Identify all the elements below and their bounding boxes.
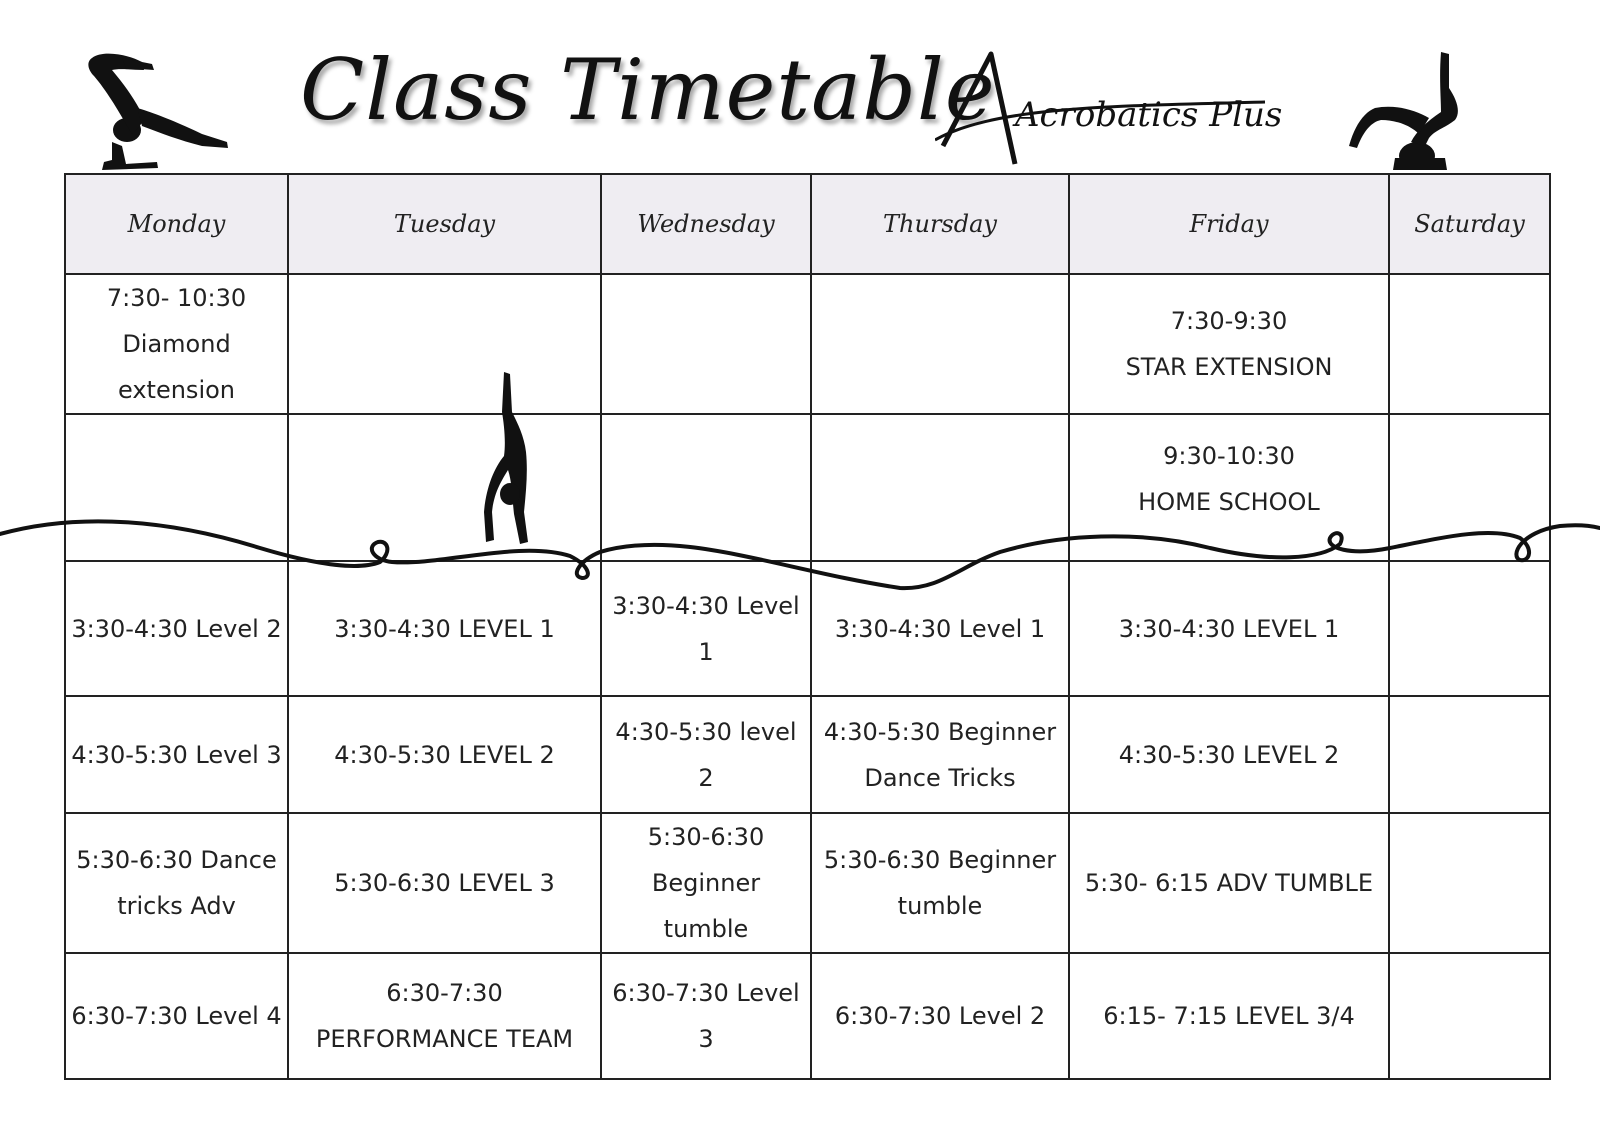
class-text: 9:30-10:30 HOME SCHOOL <box>1138 442 1320 516</box>
class-cell <box>288 696 601 813</box>
class-text: 5:30-6:30 LEVEL 3 <box>334 869 555 897</box>
day-header-tuesday: Tuesday <box>288 174 601 274</box>
class-timetable <box>64 173 1551 1080</box>
brand-name: Acrobatics Plus <box>1015 95 1283 135</box>
class-cell <box>811 696 1069 813</box>
day-header-saturday: Saturday <box>1389 174 1550 274</box>
class-cell <box>1069 813 1389 953</box>
class-text: 4:30-5:30 Level 3 <box>71 740 282 769</box>
class-text: 3:30-4:30 Level 1 <box>612 591 800 666</box>
class-cell <box>601 274 811 414</box>
day-header-row <box>65 174 1550 274</box>
timetable-row <box>65 696 1550 813</box>
class-text: 5:30-6:30 Beginner tumble <box>823 846 1057 920</box>
class-text: 7:30- 10:30 Diamond extension <box>106 284 247 404</box>
class-text: 6:30-7:30 Level 2 <box>834 1002 1046 1030</box>
timetable-row <box>65 414 1550 561</box>
class-text: 3:30-4:30 Level 2 <box>71 614 282 643</box>
timetable-row <box>65 953 1550 1079</box>
class-cell <box>288 953 601 1079</box>
page-title: Class Timetable <box>300 41 996 139</box>
class-text: 3:30-4:30 LEVEL 1 <box>334 614 555 643</box>
class-cell <box>601 953 811 1079</box>
class-text: 6:30-7:30 Level 3 <box>612 979 800 1053</box>
class-text: 7:30-9:30 STAR EXTENSION <box>1125 307 1333 381</box>
class-cell <box>601 813 811 953</box>
class-text: 3:30-4:30 Level 1 <box>834 614 1046 643</box>
class-cell <box>1069 274 1389 414</box>
class-cell <box>288 813 601 953</box>
class-cell <box>1069 561 1389 696</box>
gymnast-backbend-icon <box>482 372 542 552</box>
class-cell <box>65 414 288 561</box>
class-cell <box>811 813 1069 953</box>
gymnast-handstand-icon <box>82 50 232 172</box>
class-cell <box>65 953 288 1079</box>
class-cell <box>288 414 601 561</box>
class-cell <box>65 696 288 813</box>
class-cell <box>1389 414 1550 561</box>
day-header-thursday: Thursday <box>811 174 1069 274</box>
timetable-row <box>65 274 1550 414</box>
class-cell <box>601 696 811 813</box>
class-text: 6:15- 7:15 LEVEL 3/4 <box>1103 1002 1355 1030</box>
class-cell <box>65 561 288 696</box>
class-cell <box>1069 953 1389 1079</box>
class-text: 4:30-5:30 level 2 <box>615 717 797 792</box>
class-text: 5:30-6:30 Dance tricks Adv <box>76 846 277 920</box>
timetable-row <box>65 813 1550 953</box>
class-cell <box>65 813 288 953</box>
class-cell <box>601 414 811 561</box>
class-cell <box>811 561 1069 696</box>
day-header-wednesday: Wednesday <box>601 174 811 274</box>
class-cell <box>1069 414 1389 561</box>
class-text: 3:30-4:30 LEVEL 1 <box>1118 614 1340 643</box>
class-cell <box>1389 274 1550 414</box>
gymnast-chest-stand-icon <box>1345 48 1485 176</box>
class-cell <box>1389 561 1550 696</box>
class-text: 4:30-5:30 LEVEL 2 <box>1118 740 1340 769</box>
class-cell <box>288 561 601 696</box>
class-text: 6:30-7:30 Level 4 <box>71 1002 282 1030</box>
class-cell <box>1069 696 1389 813</box>
class-cell <box>1389 953 1550 1079</box>
timetable-row <box>65 561 1550 696</box>
class-cell <box>811 953 1069 1079</box>
class-cell <box>811 414 1069 561</box>
class-text: 5:30-6:30 Beginner tumble <box>647 823 765 943</box>
class-cell <box>601 561 811 696</box>
class-text: 5:30- 6:15 ADV TUMBLE <box>1084 869 1374 897</box>
class-cell <box>65 274 288 414</box>
class-cell <box>1389 696 1550 813</box>
class-text: 4:30-5:30 LEVEL 2 <box>334 740 555 769</box>
day-header-monday: Monday <box>65 174 288 274</box>
class-cell <box>1389 813 1550 953</box>
class-cell <box>288 274 601 414</box>
class-text: 4:30-5:30 Beginner Dance Tricks <box>823 717 1057 792</box>
day-header-friday: Friday <box>1069 174 1389 274</box>
class-text: 6:30-7:30 PERFORMANCE TEAM <box>315 979 574 1053</box>
class-cell <box>811 274 1069 414</box>
